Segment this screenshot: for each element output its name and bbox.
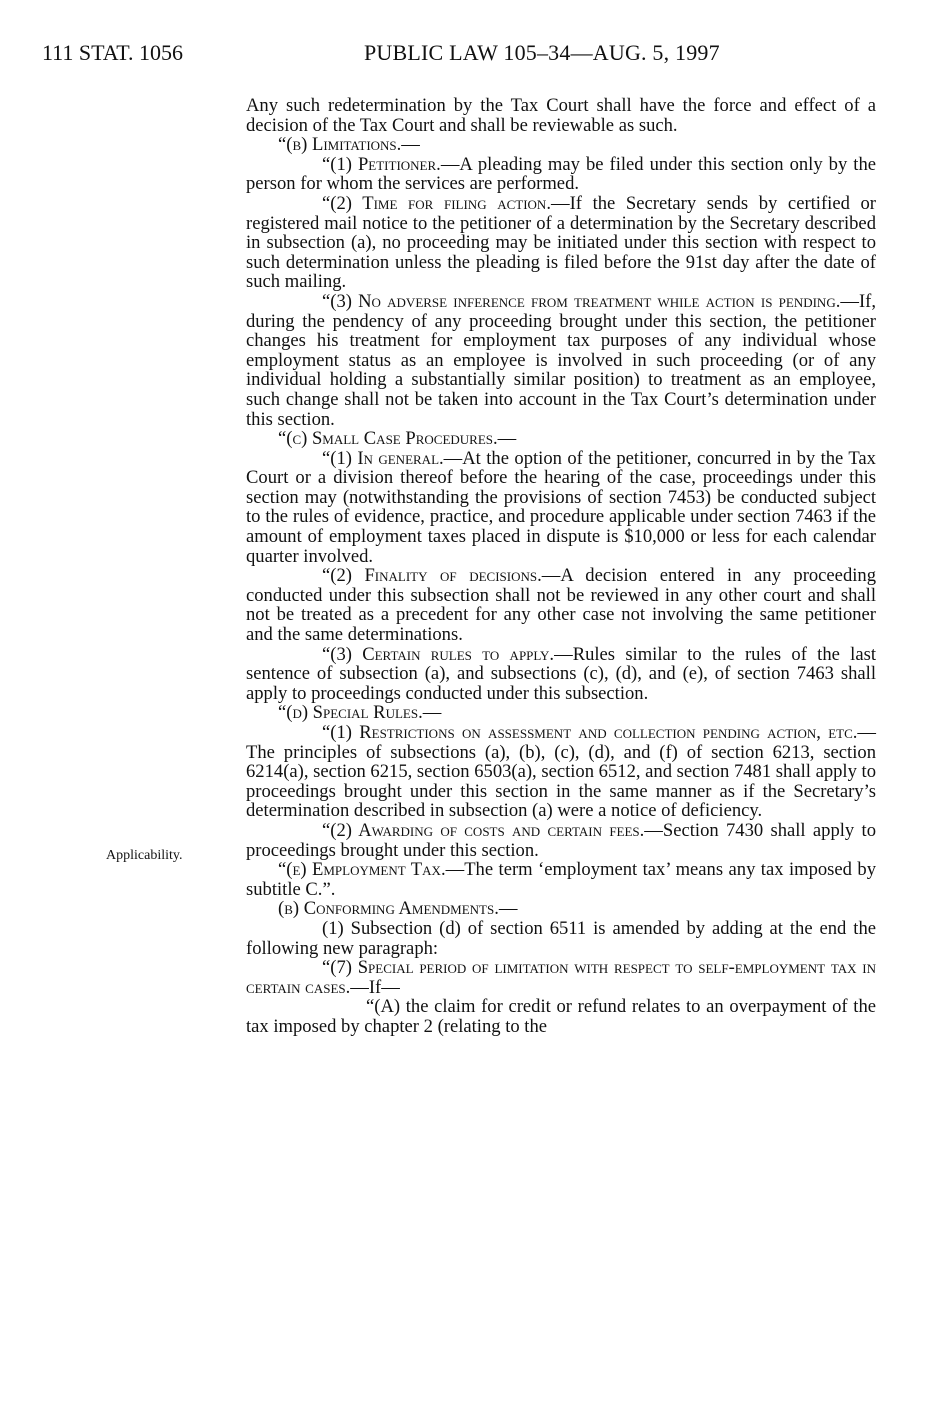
section-heading: “(e) Employment Tax.— — [278, 859, 465, 881]
section-heading: “(b) Limitations.— — [278, 134, 420, 156]
paragraph-text: The principles of subsections (a), (b), (c), (d), and (f) of section 6213, section 6214(a), section 6215, section 6503(a), section 6512, and section 7481 shall apply to proceedings brought under this section in the same manner as if the Secretary’s determination described in subsection (a) were a notice of deficiency. — [246, 741, 876, 822]
paragraph-c3-certain-rules — [246, 645, 876, 704]
paragraph-c2-finality — [246, 566, 876, 644]
paragraph-d2-awarding-costs — [246, 821, 876, 860]
section-heading: “(c) Small Case Procedures.— — [278, 428, 517, 450]
paragraph-text: Any such redetermination by the Tax Court shall have the force and effect of a decision of the Tax Court and shall be reviewable as such. — [246, 95, 876, 136]
paragraph-heading: “(7) Special period of limitation with respect to self-employment tax in certain cases.— — [246, 957, 876, 998]
margin-note: Applicability. — [106, 848, 183, 863]
paragraph-b2-time-for-filing — [246, 194, 876, 292]
section-heading: “(d) Special Rules.— — [278, 702, 442, 724]
subparagraph-a-claim — [246, 997, 876, 1036]
paragraph-text: If the Secretary sends by certified or registered mail notice to the petitioner of a determination by the Secretary described in subsection (a), no proceeding may be initiated under this section with respect to such determination unless the pleading is filed before the 91st day after the date of such mailing. — [246, 192, 876, 293]
paragraph-heading: “(3) No adverse inference from treatment while action is pending.— — [322, 290, 859, 312]
paragraph-heading: “(2) Time for filing action.— — [322, 192, 570, 214]
public-law-citation: PUBLIC LAW 105–34—AUG. 5, 1997 — [364, 40, 720, 65]
paragraph-heading: “(2) Awarding of costs and certain fees.— — [322, 819, 663, 841]
document-body — [246, 96, 876, 1037]
paragraph-text: (1) Subsection (d) of section 6511 is amended by adding at the end the following new paragraph: — [246, 917, 876, 959]
subsection-b-limitations — [246, 135, 876, 155]
paragraph-b1-petitioner — [246, 155, 876, 194]
subsection-d-special-rules — [246, 703, 876, 723]
paragraph-1-amendment — [246, 919, 876, 958]
paragraph-text: “(A) the claim for credit or refund relates to an overpayment of the tax imposed by chapter 2 (relating to the — [246, 996, 876, 1037]
paragraph-text: The term ‘employment tax’ means any tax imposed by subtitle C.”. — [246, 859, 876, 900]
statute-page-number: 111 STAT. 1056 — [42, 40, 184, 65]
section-heading: (b) Conforming Amendments.— — [278, 898, 518, 920]
paragraph-d1-restrictions — [246, 723, 876, 821]
paragraph-heading: “(1) Petitioner.— — [322, 153, 460, 175]
paragraph-heading: “(1) In general.— — [322, 447, 463, 469]
paragraph-text: If, during the pendency of any proceeding brought under this section, the petitioner changes his treatment for employment tax purposes of any individual whose employment status as an employee is involved in such proceeding (or of any individual holding a substantially similar position) to treatment as an employee, such change shall not be taken into account in the Tax Court’s determination under this section. — [246, 290, 876, 430]
paragraph-b3-no-adverse-inference — [246, 292, 876, 429]
paragraph-text: Section 7430 shall apply to proceedings brought under this section. — [246, 819, 876, 861]
paragraph-heading: “(1) Restrictions on assessment and collection pending action, etc.— — [322, 722, 876, 743]
paragraph-text: A decision entered in any proceeding conducted under this subsection shall not be reviewed in any other court and shall not be treated as a precedent for any other case not involving the same petitioner and the same determinations. — [246, 565, 876, 646]
subsection-b-conforming-amendments — [246, 899, 876, 919]
paragraph-c1-in-general — [246, 449, 876, 567]
paragraph-heading: “(3) Certain rules to apply.— — [322, 643, 573, 665]
paragraph-heading: “(2) Finality of decisions.— — [322, 565, 561, 587]
subsection-e-employment-tax — [246, 860, 876, 899]
paragraph-continuation — [246, 96, 876, 135]
paragraph-text: Rules similar to the rules of the last sentence of subsection (a), and subsections (c), (d), and (e), of section 7463 shall apply to proceedings conducted under this subsection. — [246, 643, 876, 704]
paragraph-text: A pleading may be filed under this section only by the person for whom the services are performed. — [246, 153, 876, 195]
paragraph-7-special-period — [246, 958, 876, 997]
paragraph-text: If— — [368, 976, 400, 998]
subsection-c-small-case — [246, 429, 876, 449]
paragraph-text: At the option of the petitioner, concurred in by the Tax Court or a division thereof before the hearing of the case, proceedings under this section may (notwithstanding the provisions of section 7453) be conducted subject to the rules of evidence, practice, and procedure applicable under section 7463 if the amount of employment taxes placed in dispute is $10,000 or less for each calendar quarter involved. — [246, 447, 876, 567]
